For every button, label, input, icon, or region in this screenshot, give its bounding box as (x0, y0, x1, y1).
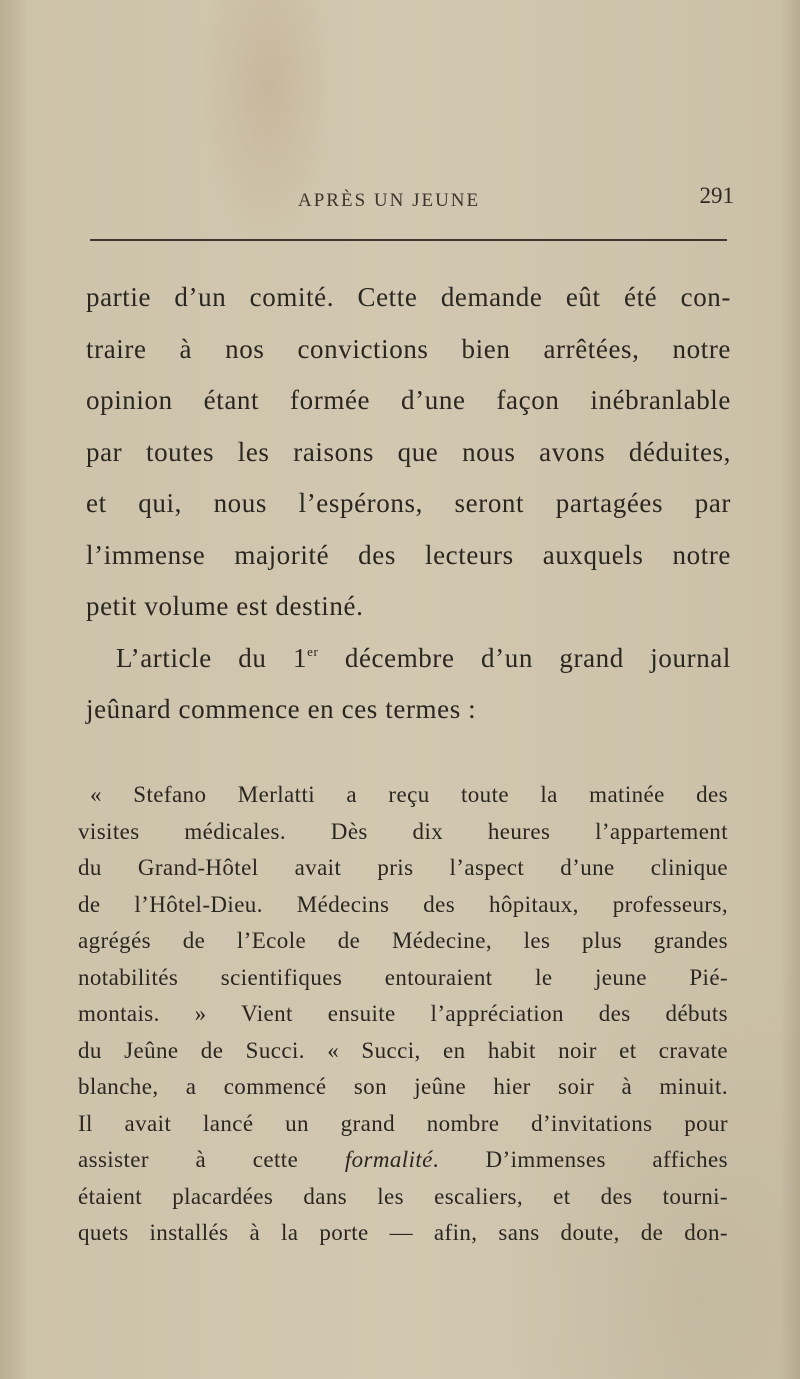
quotation-line: quets installés à la porte — afin, sans doute, de don- (78, 1220, 728, 1245)
quotation-line: visites médicales. Dès dix heures l’appartement (78, 818, 728, 844)
main-text (86, 272, 731, 736)
paragraph-line (86, 633, 731, 685)
quotation-line: Il avait lancé un grand nombre d’invitations pour (78, 1110, 728, 1136)
paragraph-line: partie d’un comité. Cette demande eût été con- (86, 282, 731, 312)
paragraph-line: opinion étant formée d’une façon inébranlable (86, 385, 731, 415)
quotation-line: étaient placardées dans les escaliers, et des tourni- (78, 1183, 728, 1209)
quotation-line: montais. » Vient ensuite l’appréciation des débuts (78, 1001, 728, 1026)
page-number: 291 (699, 183, 734, 208)
quotation-line (78, 1142, 728, 1179)
italic-text: formalité (344, 1147, 433, 1172)
quotation-line: agrégés de l’Ecole de Médecine, les plus grandes (78, 928, 728, 953)
quotation-block (78, 777, 728, 1252)
quotation-line: « Stefano Merlatti a reçu toute la matinée des (90, 782, 728, 807)
quotation-line: blanche, a commencé son jeûne hier soir à minuit. (78, 1074, 728, 1099)
text-run: L’article du 1 (116, 642, 308, 673)
running-head: APRÈS UN JEUNE (298, 190, 481, 211)
text-run: . D’immenses affiches (432, 1147, 729, 1172)
quotation-line: de l’Hôtel-Dieu. Médecins des hôpitaux, professeurs, (78, 891, 728, 917)
quotation-line: du Jeûne de Succi. « Succi, en habit noir et cravate (78, 1037, 728, 1063)
paragraph-line: et qui, nous l’espérons, seront partagées par (86, 488, 731, 518)
superscript: er (307, 643, 319, 659)
paragraph-line: par toutes les raisons que nous avons déduites, (86, 436, 731, 467)
paragraph-line: l’immense majorité des lecteurs auxquels notre (86, 539, 731, 570)
paragraph-line: jeûnard commence en ces termes : (86, 694, 477, 724)
quotation-line: du Grand-Hôtel avait pris l’aspect d’une clinique (78, 855, 728, 880)
text-run: décembre d’un grand journal (318, 642, 731, 673)
paragraph-line: traire à nos convictions bien arrêtées, notre (86, 333, 731, 364)
header-rule (90, 239, 727, 241)
quotation-line: notabilités scientifiques entouraient le jeune Pié- (78, 964, 728, 990)
text-run: assister à cette (78, 1147, 345, 1172)
paragraph-line: petit volume est destiné. (86, 591, 364, 621)
